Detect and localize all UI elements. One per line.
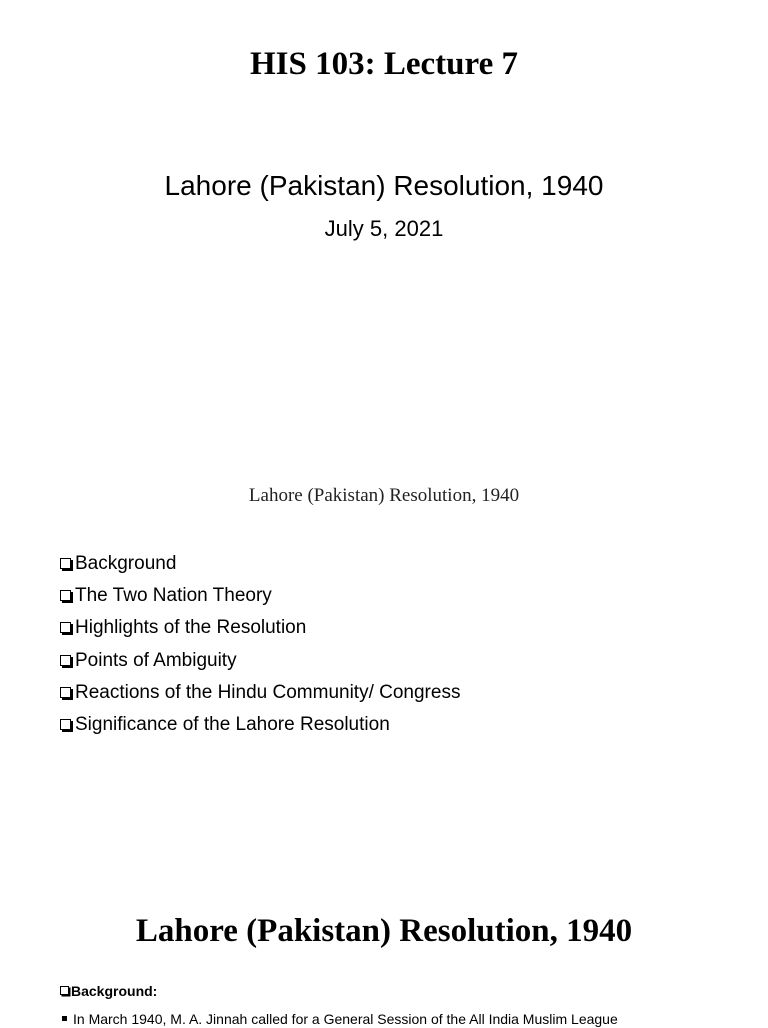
background-heading: Background: — [60, 983, 157, 999]
checkbox-bullet-icon — [60, 590, 71, 601]
lecture-subtitle: Lahore (Pakistan) Resolution, 1940 — [164, 170, 604, 201]
checkbox-bullet-icon — [60, 655, 71, 666]
section-title: Lahore (Pakistan) Resolution, 1940 — [135, 913, 633, 949]
list-item: Points of Ambiguity — [60, 645, 460, 677]
square-bullet-icon — [62, 1016, 67, 1021]
slide-3 — [0, 880, 768, 1027]
outline-title: Lahore (Pakistan) Resolution, 1940 — [248, 485, 520, 506]
checkbox-bullet-icon — [60, 622, 71, 633]
list-item: Significance of the Lahore Resolution — [60, 709, 460, 741]
list-item: The Two Nation Theory — [60, 580, 460, 612]
outline-list — [60, 548, 460, 741]
checkbox-bullet-icon — [60, 687, 71, 698]
checkbox-bullet-icon — [60, 558, 71, 569]
list-item: Background — [60, 548, 460, 580]
slide-1 — [0, 0, 768, 300]
lecture-date: July 5, 2021 — [324, 216, 444, 241]
background-paragraph: In March 1940, M. A. Jinnah called for a General Session of the All India Muslim League — [60, 1010, 760, 1028]
lecture-title: HIS 103: Lecture 7 — [250, 46, 518, 82]
slide-2 — [0, 300, 768, 860]
list-item: Reactions of the Hindu Community/ Congress — [60, 677, 460, 709]
checkbox-bullet-icon — [60, 986, 69, 995]
list-item: Highlights of the Resolution — [60, 612, 460, 644]
checkbox-bullet-icon — [60, 719, 71, 730]
